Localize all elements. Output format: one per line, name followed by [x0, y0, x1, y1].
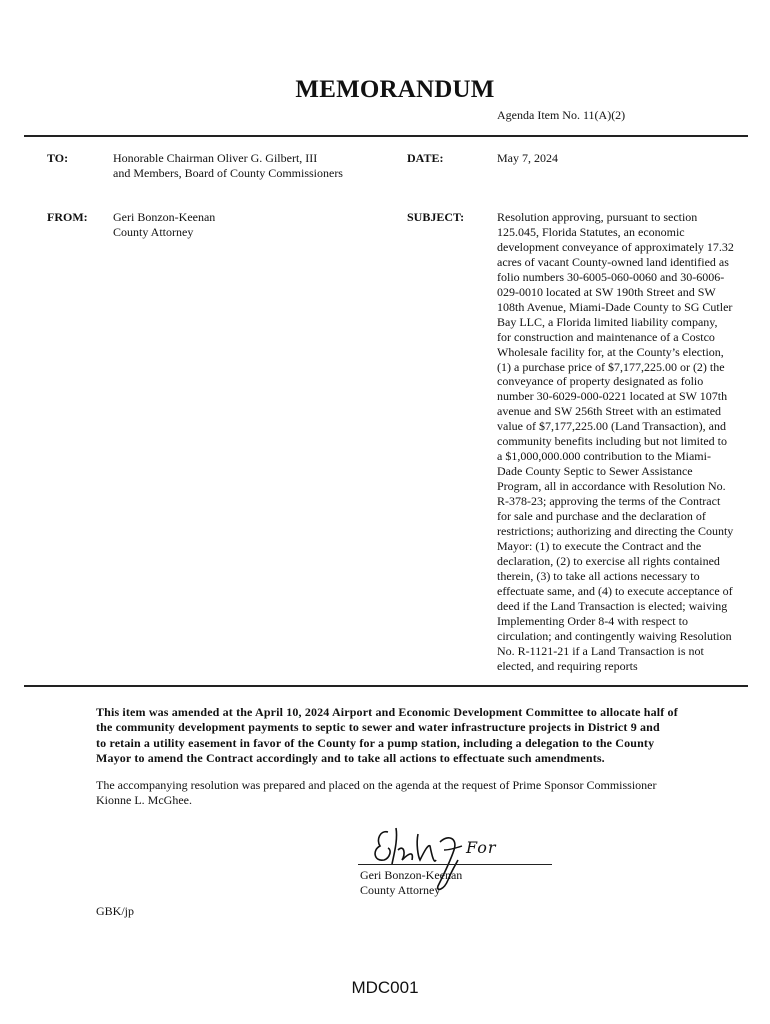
sponsor-note	[96, 778, 714, 809]
typist-initials: GBK/jp	[96, 904, 135, 918]
subject-line: restrictions; authorizing and directing the County	[497, 524, 734, 539]
from-sender	[113, 210, 215, 241]
subject-line: for sale and purchase and the declaration of	[497, 509, 706, 524]
amendment-line: This item was amended at the April 10, 2024 Airport and Economic Development Committee to allocate half of	[96, 705, 678, 719]
amendment-line: to retain a utility easement in favor of the County for a pump station, including a delegation to the County	[96, 735, 655, 750]
middle-divider	[24, 685, 748, 687]
from-line-1: Geri Bonzon-Keenan	[113, 210, 216, 224]
subject-line: Bay LLC, a Florida limited liability company,	[497, 314, 718, 329]
subject-line: 108th Avenue, Miami-Dade County to SG Cutler	[497, 299, 733, 314]
subject-line: development conveyance of approximately 17.32	[497, 239, 734, 254]
subject-line: No. R-1121-21 if a Land Transaction is not	[497, 643, 704, 658]
amendment-paragraph	[96, 705, 706, 766]
date-label: DATE:	[407, 151, 444, 165]
subject-line: deed if the Land Transaction is elected; waiving	[497, 598, 728, 613]
subject-line: Resolution approving, pursuant to section	[497, 210, 698, 224]
note-line: The accompanying resolution was prepared and placed on the agenda at the request of Prime Sponsor Commissioner	[96, 778, 657, 792]
to-recipients	[113, 151, 343, 182]
subject-line: Program, all in accordance with Resolution No.	[497, 479, 726, 494]
subject-line: Wholesale facility for, at the County’s election,	[497, 344, 724, 359]
subject-line: number 30-6029-000-0221 located at SW 107th	[497, 389, 728, 404]
subject-line: R-378-23; approving the terms of the Contract	[497, 494, 721, 509]
subject-line: acres of vacant County-owned land identified as	[497, 254, 729, 269]
subject-line: effectuate same, and (4) to execute acceptance of	[497, 583, 733, 598]
note-line: Kionne L. McGhee.	[96, 793, 192, 808]
top-divider	[24, 135, 748, 137]
subject-line: Implementing Order 8-4 with respect to	[497, 613, 688, 628]
subject-line: therein, (3) to take all actions necessary to	[497, 568, 700, 583]
signature-block	[360, 868, 462, 899]
subject-line: avenue and SW 256th Street with an estimated	[497, 404, 722, 419]
subject-line: elected, and requiring reports	[497, 658, 638, 673]
subject-text	[497, 210, 749, 674]
amendment-line: Mayor to amend the Contract accordingly and to take all actions to effectuate such amendments.	[96, 750, 605, 765]
from-line-2: County Attorney	[113, 225, 194, 240]
subject-line: 029-0010 located at SW 190th Street and SW	[497, 284, 716, 299]
subject-line: for construction and maintenance of a Costco	[497, 329, 715, 344]
memo-title: MEMORANDUM	[295, 76, 495, 103]
signature-line	[358, 864, 552, 865]
from-label: FROM:	[47, 210, 88, 224]
to-line-2: and Members, Board of County Commissioners	[113, 166, 343, 181]
to-label: TO:	[47, 151, 69, 165]
subject-line: a $1,000,000.000 contribution to the Miami-	[497, 449, 711, 464]
subject-line: community benefits including but not limited to	[497, 434, 727, 449]
subject-line: conveyance of property designated as folio	[497, 374, 704, 389]
subject-label: SUBJECT:	[407, 210, 465, 224]
subject-line: (1) a purchase price of $7,177,225.00 or (2) the	[497, 359, 725, 374]
agenda-item-number: Agenda Item No. 11(A)(2)	[497, 108, 626, 122]
subject-line: value of $7,177,225.00 (Land Transaction), and	[497, 419, 726, 434]
document-id-footer: MDC001	[351, 978, 419, 997]
date-value: May 7, 2024	[497, 151, 558, 165]
subject-line: declaration, (2) to exercise all rights contained	[497, 553, 720, 568]
signer-name: Geri Bonzon-Keenan	[360, 868, 463, 882]
subject-line: Mayor: (1) to execute the Contract and the	[497, 538, 702, 553]
subject-line: circulation; and contingently waiving Resolution	[497, 628, 732, 643]
signer-title: County Attorney	[360, 883, 441, 898]
signature-for-text: For	[466, 838, 497, 857]
to-line-1: Honorable Chairman Oliver G. Gilbert, III	[113, 151, 318, 165]
amendment-line: the community development payments to septic to sewer and water infrastructure projects in District 9 and	[96, 720, 660, 735]
subject-line: Dade County Septic to Sewer Assistance	[497, 464, 693, 479]
subject-line: folio numbers 30-6005-060-0060 and 30-6006-	[497, 269, 725, 284]
subject-line: 125.045, Florida Statutes, an economic	[497, 224, 685, 239]
